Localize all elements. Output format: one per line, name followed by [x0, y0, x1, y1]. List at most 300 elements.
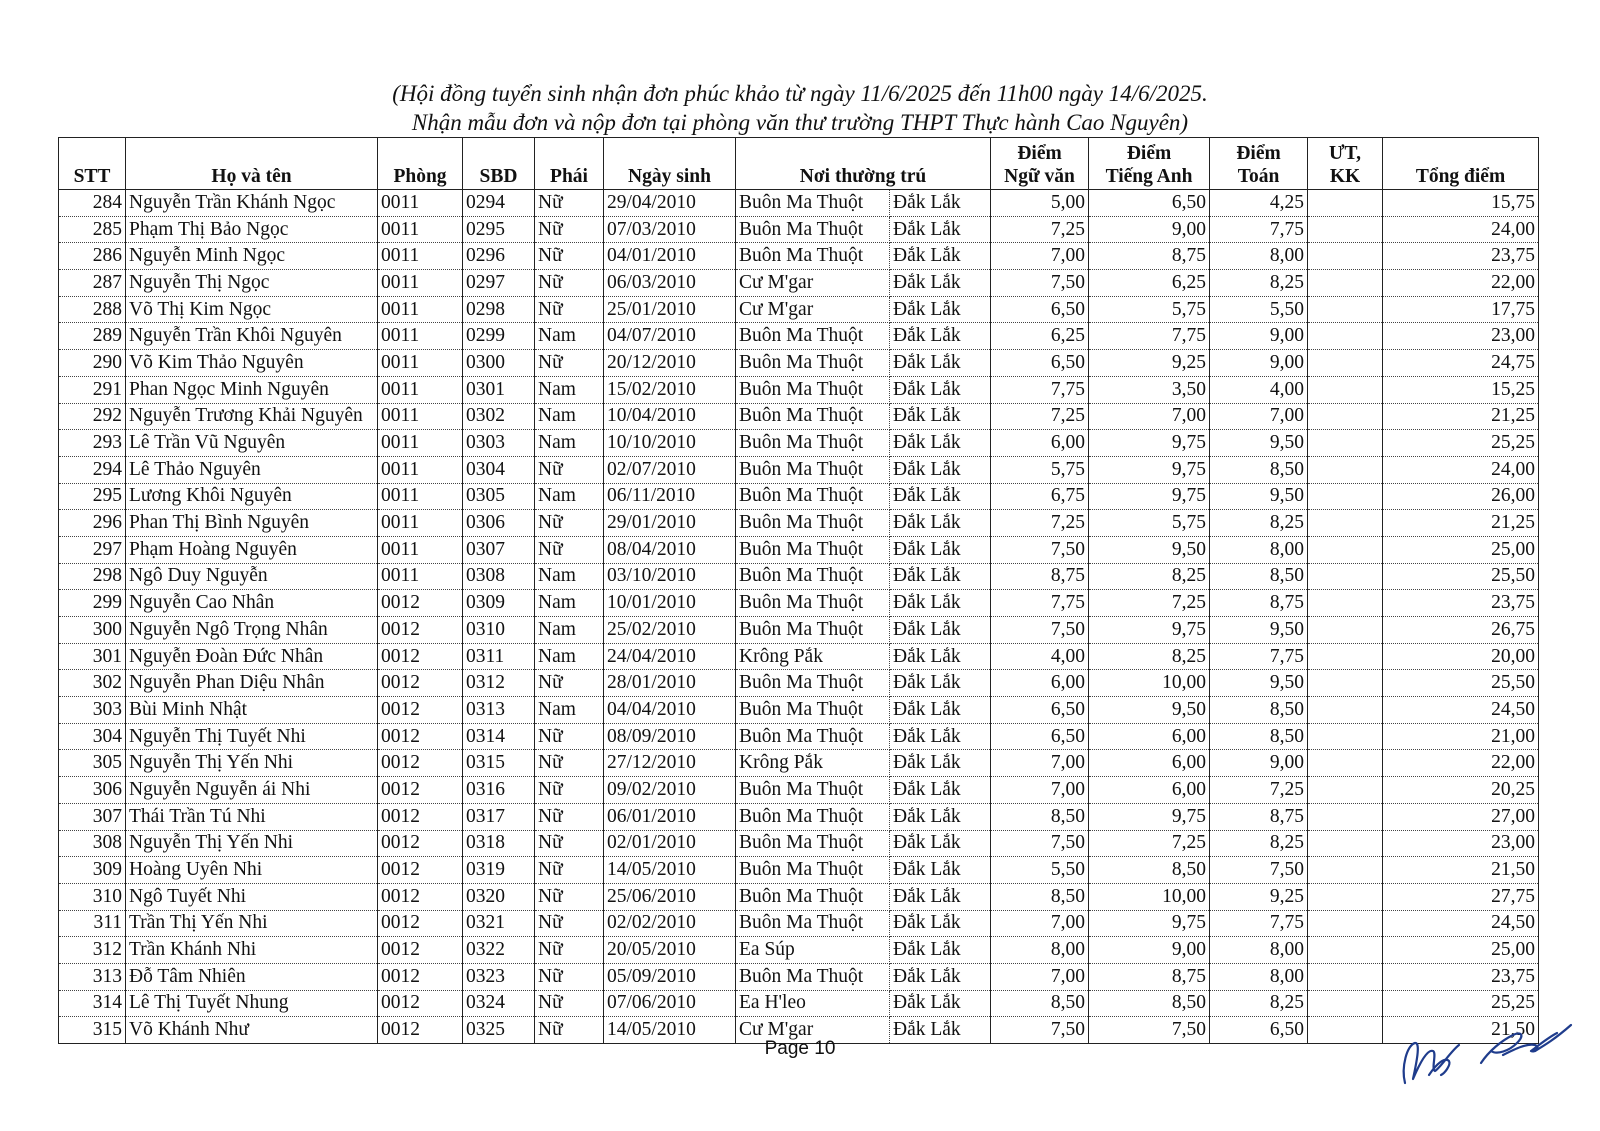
cell-room: 0012	[378, 643, 463, 670]
cell-total: 23,75	[1383, 590, 1539, 617]
cell-math: 8,00	[1210, 243, 1308, 270]
cell-priority	[1308, 430, 1383, 457]
cell-room: 0011	[378, 376, 463, 403]
cell-room: 0012	[378, 1017, 463, 1044]
cell-math: 8,50	[1210, 723, 1308, 750]
cell-dob: 06/03/2010	[604, 270, 736, 297]
cell-sbd: 0315	[463, 750, 535, 777]
cell-math: 7,75	[1210, 910, 1308, 937]
cell-math: 6,50	[1210, 1017, 1308, 1044]
cell-stt: 294	[59, 456, 126, 483]
cell-gender: Nữ	[535, 1017, 604, 1044]
cell-province: Đắk Lắk	[890, 697, 991, 724]
cell-total: 23,00	[1383, 830, 1539, 857]
cell-literature: 6,00	[991, 430, 1089, 457]
cell-total: 20,00	[1383, 643, 1539, 670]
cell-province: Đắk Lắk	[890, 963, 991, 990]
cell-sbd: 0318	[463, 830, 535, 857]
cell-name: Đỗ Tâm Nhiên	[126, 963, 378, 990]
cell-name: Phan Thị Bình Nguyên	[126, 510, 378, 537]
cell-english: 8,75	[1089, 963, 1210, 990]
header-stt: STT	[59, 138, 126, 190]
cell-total: 22,00	[1383, 270, 1539, 297]
cell-gender: Nữ	[535, 750, 604, 777]
cell-total: 20,25	[1383, 777, 1539, 804]
cell-stt: 284	[59, 190, 126, 217]
cell-literature: 7,50	[991, 830, 1089, 857]
header-priority-line1: ƯT,	[1329, 143, 1361, 164]
cell-province: Đắk Lắk	[890, 216, 991, 243]
cell-total: 24,50	[1383, 697, 1539, 724]
cell-math: 8,00	[1210, 937, 1308, 964]
table-row	[59, 216, 1539, 243]
table-row	[59, 643, 1539, 670]
cell-gender: Nữ	[535, 937, 604, 964]
cell-dob: 02/07/2010	[604, 456, 736, 483]
cell-math: 9,50	[1210, 483, 1308, 510]
cell-math: 8,75	[1210, 803, 1308, 830]
cell-total: 26,00	[1383, 483, 1539, 510]
cell-sbd: 0322	[463, 937, 535, 964]
cell-math: 8,25	[1210, 990, 1308, 1017]
cell-province: Đắk Lắk	[890, 617, 991, 644]
cell-priority	[1308, 323, 1383, 350]
cell-room: 0011	[378, 243, 463, 270]
cell-district: Buôn Ma Thuột	[736, 883, 890, 910]
cell-gender: Nam	[535, 376, 604, 403]
cell-total: 23,00	[1383, 323, 1539, 350]
cell-total: 24,00	[1383, 216, 1539, 243]
cell-name: Nguyễn Cao Nhân	[126, 590, 378, 617]
cell-literature: 7,00	[991, 777, 1089, 804]
cell-gender: Nữ	[535, 670, 604, 697]
header-literature-line2: Ngữ văn	[1004, 166, 1075, 187]
cell-total: 24,75	[1383, 350, 1539, 377]
cell-name: Hoàng Uyên Nhi	[126, 857, 378, 884]
cell-room: 0012	[378, 670, 463, 697]
cell-sbd: 0303	[463, 430, 535, 457]
cell-math: 7,50	[1210, 857, 1308, 884]
cell-sbd: 0314	[463, 723, 535, 750]
cell-math: 8,75	[1210, 590, 1308, 617]
cell-stt: 295	[59, 483, 126, 510]
cell-stt: 306	[59, 777, 126, 804]
results-table	[58, 137, 1539, 1044]
cell-gender: Nữ	[535, 963, 604, 990]
cell-district: Ea H'leo	[736, 990, 890, 1017]
cell-total: 25,50	[1383, 563, 1539, 590]
cell-gender: Nam	[535, 590, 604, 617]
header-math-line1: Điểm	[1236, 143, 1281, 164]
cell-english: 5,75	[1089, 296, 1210, 323]
cell-english: 9,75	[1089, 456, 1210, 483]
cell-district: Buôn Ma Thuột	[736, 190, 890, 217]
cell-gender: Nữ	[535, 830, 604, 857]
cell-district: Buôn Ma Thuột	[736, 963, 890, 990]
cell-total: 25,00	[1383, 536, 1539, 563]
cell-name: Nguyễn Trương Khải Nguyên	[126, 403, 378, 430]
cell-province: Đắk Lắk	[890, 777, 991, 804]
cell-room: 0011	[378, 430, 463, 457]
cell-district: Buôn Ma Thuột	[736, 830, 890, 857]
cell-priority	[1308, 270, 1383, 297]
cell-room: 0012	[378, 937, 463, 964]
cell-english: 6,00	[1089, 723, 1210, 750]
table-row	[59, 323, 1539, 350]
cell-province: Đắk Lắk	[890, 456, 991, 483]
cell-math: 5,50	[1210, 296, 1308, 323]
cell-province: Đắk Lắk	[890, 190, 991, 217]
cell-literature: 7,50	[991, 270, 1089, 297]
table-row	[59, 777, 1539, 804]
table-row	[59, 190, 1539, 217]
cell-literature: 5,75	[991, 456, 1089, 483]
cell-english: 6,00	[1089, 777, 1210, 804]
cell-priority	[1308, 590, 1383, 617]
cell-name: Lê Thảo Nguyên	[126, 456, 378, 483]
table-row	[59, 296, 1539, 323]
cell-district: Krông Pắk	[736, 643, 890, 670]
cell-gender: Nữ	[535, 296, 604, 323]
cell-room: 0011	[378, 536, 463, 563]
table-row	[59, 937, 1539, 964]
cell-province: Đắk Lắk	[890, 857, 991, 884]
cell-dob: 09/02/2010	[604, 777, 736, 804]
header-math-line2: Toán	[1237, 166, 1280, 187]
cell-room: 0012	[378, 750, 463, 777]
cell-math: 8,50	[1210, 456, 1308, 483]
cell-math: 7,75	[1210, 643, 1308, 670]
cell-name: Nguyễn Nguyễn ái Nhi	[126, 777, 378, 804]
cell-literature: 4,00	[991, 643, 1089, 670]
cell-dob: 06/01/2010	[604, 803, 736, 830]
cell-district: Buôn Ma Thuột	[736, 857, 890, 884]
cell-priority	[1308, 830, 1383, 857]
cell-priority	[1308, 350, 1383, 377]
cell-district: Buôn Ma Thuột	[736, 777, 890, 804]
cell-english: 9,75	[1089, 803, 1210, 830]
cell-district: Cư M'gar	[736, 270, 890, 297]
cell-name: Nguyễn Thị Yến Nhi	[126, 750, 378, 777]
cell-name: Võ Khánh Như	[126, 1017, 378, 1044]
cell-province: Đắk Lắk	[890, 643, 991, 670]
cell-dob: 08/04/2010	[604, 536, 736, 563]
cell-literature: 6,75	[991, 483, 1089, 510]
cell-english: 10,00	[1089, 670, 1210, 697]
cell-province: Đắk Lắk	[890, 403, 991, 430]
cell-gender: Nữ	[535, 456, 604, 483]
table-row	[59, 430, 1539, 457]
cell-english: 8,25	[1089, 563, 1210, 590]
cell-priority	[1308, 510, 1383, 537]
cell-english: 10,00	[1089, 883, 1210, 910]
cell-gender: Nam	[535, 643, 604, 670]
cell-math: 8,25	[1210, 510, 1308, 537]
cell-district: Buôn Ma Thuột	[736, 563, 890, 590]
cell-district: Buôn Ma Thuột	[736, 590, 890, 617]
cell-gender: Nữ	[535, 857, 604, 884]
cell-stt: 290	[59, 350, 126, 377]
cell-sbd: 0305	[463, 483, 535, 510]
table-row	[59, 350, 1539, 377]
cell-name: Nguyễn Trần Khôi Nguyên	[126, 323, 378, 350]
cell-math: 7,00	[1210, 403, 1308, 430]
cell-english: 6,50	[1089, 190, 1210, 217]
cell-dob: 25/02/2010	[604, 617, 736, 644]
cell-priority	[1308, 536, 1383, 563]
cell-district: Buôn Ma Thuột	[736, 910, 890, 937]
cell-name: Nguyễn Minh Ngọc	[126, 243, 378, 270]
cell-name: Nguyễn Phan Diệu Nhân	[126, 670, 378, 697]
cell-priority	[1308, 910, 1383, 937]
cell-province: Đắk Lắk	[890, 910, 991, 937]
cell-literature: 8,50	[991, 990, 1089, 1017]
notice-line-2: Nhận mẫu đơn và nộp đơn tại phòng văn thư trường THPT Thực hành Cao Nguyên)	[411, 110, 1189, 135]
cell-stt: 301	[59, 643, 126, 670]
cell-district: Buôn Ma Thuột	[736, 723, 890, 750]
cell-stt: 312	[59, 937, 126, 964]
cell-literature: 7,00	[991, 750, 1089, 777]
cell-sbd: 0301	[463, 376, 535, 403]
cell-sbd: 0294	[463, 190, 535, 217]
cell-math: 9,25	[1210, 883, 1308, 910]
table-row	[59, 910, 1539, 937]
cell-room: 0012	[378, 777, 463, 804]
cell-district: Buôn Ma Thuột	[736, 536, 890, 563]
cell-math: 4,00	[1210, 376, 1308, 403]
table-row	[59, 990, 1539, 1017]
cell-gender: Nữ	[535, 270, 604, 297]
table-row	[59, 803, 1539, 830]
cell-room: 0011	[378, 350, 463, 377]
table-row	[59, 750, 1539, 777]
cell-literature: 5,50	[991, 857, 1089, 884]
cell-name: Trần Khánh Nhi	[126, 937, 378, 964]
cell-dob: 02/02/2010	[604, 910, 736, 937]
cell-district: Buôn Ma Thuột	[736, 216, 890, 243]
cell-gender: Nữ	[535, 510, 604, 537]
cell-province: Đắk Lắk	[890, 510, 991, 537]
cell-gender: Nam	[535, 323, 604, 350]
cell-room: 0012	[378, 723, 463, 750]
cell-priority	[1308, 617, 1383, 644]
cell-total: 25,50	[1383, 670, 1539, 697]
cell-district: Buôn Ma Thuột	[736, 456, 890, 483]
cell-english: 8,50	[1089, 990, 1210, 1017]
cell-sbd: 0309	[463, 590, 535, 617]
cell-province: Đắk Lắk	[890, 937, 991, 964]
cell-gender: Nữ	[535, 883, 604, 910]
cell-name: Lê Trần Vũ Nguyên	[126, 430, 378, 457]
cell-gender: Nữ	[535, 803, 604, 830]
cell-province: Đắk Lắk	[890, 590, 991, 617]
cell-stt: 311	[59, 910, 126, 937]
cell-stt: 314	[59, 990, 126, 1017]
cell-math: 9,00	[1210, 750, 1308, 777]
cell-priority	[1308, 723, 1383, 750]
cell-total: 21,50	[1383, 857, 1539, 884]
cell-literature: 8,00	[991, 937, 1089, 964]
cell-province: Đắk Lắk	[890, 990, 991, 1017]
cell-room: 0012	[378, 617, 463, 644]
cell-stt: 300	[59, 617, 126, 644]
cell-sbd: 0300	[463, 350, 535, 377]
table-row	[59, 483, 1539, 510]
cell-total: 27,00	[1383, 803, 1539, 830]
cell-priority	[1308, 190, 1383, 217]
table-row	[59, 723, 1539, 750]
cell-english: 9,75	[1089, 483, 1210, 510]
header-room: Phòng	[378, 138, 463, 190]
cell-stt: 315	[59, 1017, 126, 1044]
cell-sbd: 0321	[463, 910, 535, 937]
cell-total: 25,00	[1383, 937, 1539, 964]
cell-priority	[1308, 937, 1383, 964]
table-header-row	[59, 138, 1539, 190]
header-english	[1089, 138, 1210, 190]
cell-english: 8,25	[1089, 643, 1210, 670]
cell-sbd: 0313	[463, 697, 535, 724]
cell-stt: 309	[59, 857, 126, 884]
table-row	[59, 590, 1539, 617]
cell-dob: 29/01/2010	[604, 510, 736, 537]
cell-gender: Nam	[535, 563, 604, 590]
cell-english: 6,00	[1089, 750, 1210, 777]
cell-math: 7,75	[1210, 216, 1308, 243]
table-row	[59, 830, 1539, 857]
cell-math: 8,25	[1210, 270, 1308, 297]
header-priority-line2: KK	[1329, 166, 1361, 187]
cell-province: Đắk Lắk	[890, 723, 991, 750]
cell-english: 5,75	[1089, 510, 1210, 537]
table-row	[59, 536, 1539, 563]
cell-literature: 6,25	[991, 323, 1089, 350]
cell-district: Buôn Ma Thuột	[736, 430, 890, 457]
cell-priority	[1308, 697, 1383, 724]
table-row	[59, 883, 1539, 910]
cell-province: Đắk Lắk	[890, 670, 991, 697]
cell-total: 21,25	[1383, 510, 1539, 537]
cell-stt: 298	[59, 563, 126, 590]
header-math	[1210, 138, 1308, 190]
cell-dob: 27/12/2010	[604, 750, 736, 777]
cell-english: 9,50	[1089, 536, 1210, 563]
cell-sbd: 0306	[463, 510, 535, 537]
header-sbd: SBD	[463, 138, 535, 190]
cell-stt: 308	[59, 830, 126, 857]
cell-total: 25,25	[1383, 990, 1539, 1017]
cell-english: 7,50	[1089, 1017, 1210, 1044]
table-row	[59, 270, 1539, 297]
cell-priority	[1308, 670, 1383, 697]
cell-room: 0012	[378, 803, 463, 830]
cell-english: 8,75	[1089, 243, 1210, 270]
cell-name: Lê Thị Tuyết Nhung	[126, 990, 378, 1017]
cell-district: Buôn Ma Thuột	[736, 323, 890, 350]
cell-stt: 313	[59, 963, 126, 990]
cell-literature: 7,00	[991, 963, 1089, 990]
cell-room: 0011	[378, 270, 463, 297]
table-row	[59, 963, 1539, 990]
cell-gender: Nam	[535, 483, 604, 510]
cell-dob: 29/04/2010	[604, 190, 736, 217]
cell-priority	[1308, 883, 1383, 910]
cell-literature: 6,50	[991, 697, 1089, 724]
cell-room: 0011	[378, 483, 463, 510]
cell-priority	[1308, 563, 1383, 590]
cell-dob: 05/09/2010	[604, 963, 736, 990]
cell-priority	[1308, 376, 1383, 403]
cell-name: Phạm Hoàng Nguyên	[126, 536, 378, 563]
cell-math: 8,50	[1210, 563, 1308, 590]
cell-name: Võ Kim Thảo Nguyên	[126, 350, 378, 377]
header-english-line1: Điểm	[1126, 143, 1172, 164]
signature-icon	[1385, 1005, 1585, 1100]
cell-total: 21,00	[1383, 723, 1539, 750]
cell-sbd: 0320	[463, 883, 535, 910]
cell-math: 8,00	[1210, 536, 1308, 563]
cell-literature: 7,50	[991, 536, 1089, 563]
cell-english: 9,25	[1089, 350, 1210, 377]
cell-priority	[1308, 216, 1383, 243]
cell-room: 0011	[378, 563, 463, 590]
cell-province: Đắk Lắk	[890, 536, 991, 563]
cell-sbd: 0310	[463, 617, 535, 644]
table-row	[59, 510, 1539, 537]
cell-stt: 297	[59, 536, 126, 563]
cell-name: Phạm Thị Bảo Ngọc	[126, 216, 378, 243]
header-english-line2: Tiếng Anh	[1105, 166, 1193, 187]
cell-priority	[1308, 857, 1383, 884]
header-total: Tổng điểm	[1383, 138, 1539, 190]
cell-dob: 25/06/2010	[604, 883, 736, 910]
cell-stt: 291	[59, 376, 126, 403]
cell-dob: 04/07/2010	[604, 323, 736, 350]
cell-district: Buôn Ma Thuột	[736, 697, 890, 724]
cell-literature: 7,25	[991, 510, 1089, 537]
table-row	[59, 697, 1539, 724]
cell-stt: 293	[59, 430, 126, 457]
cell-math: 7,25	[1210, 777, 1308, 804]
cell-literature: 7,75	[991, 376, 1089, 403]
cell-name: Nguyễn Ngô Trọng Nhân	[126, 617, 378, 644]
cell-sbd: 0295	[463, 216, 535, 243]
cell-total: 15,75	[1383, 190, 1539, 217]
cell-sbd: 0317	[463, 803, 535, 830]
cell-stt: 288	[59, 296, 126, 323]
cell-sbd: 0307	[463, 536, 535, 563]
cell-sbd: 0324	[463, 990, 535, 1017]
cell-literature: 6,00	[991, 670, 1089, 697]
cell-dob: 14/05/2010	[604, 857, 736, 884]
cell-dob: 04/04/2010	[604, 697, 736, 724]
cell-stt: 289	[59, 323, 126, 350]
cell-literature: 8,50	[991, 803, 1089, 830]
cell-name: Lương Khôi Nguyên	[126, 483, 378, 510]
cell-english: 9,00	[1089, 216, 1210, 243]
cell-math: 8,00	[1210, 963, 1308, 990]
cell-dob: 20/12/2010	[604, 350, 736, 377]
table-row	[59, 857, 1539, 884]
cell-math: 9,00	[1210, 350, 1308, 377]
cell-province: Đắk Lắk	[890, 323, 991, 350]
cell-math: 9,50	[1210, 670, 1308, 697]
cell-total: 21,50	[1383, 1017, 1539, 1044]
cell-total: 21,25	[1383, 403, 1539, 430]
page-number: Page 10	[764, 1038, 836, 1059]
cell-total: 25,25	[1383, 430, 1539, 457]
cell-district: Buôn Ma Thuột	[736, 670, 890, 697]
